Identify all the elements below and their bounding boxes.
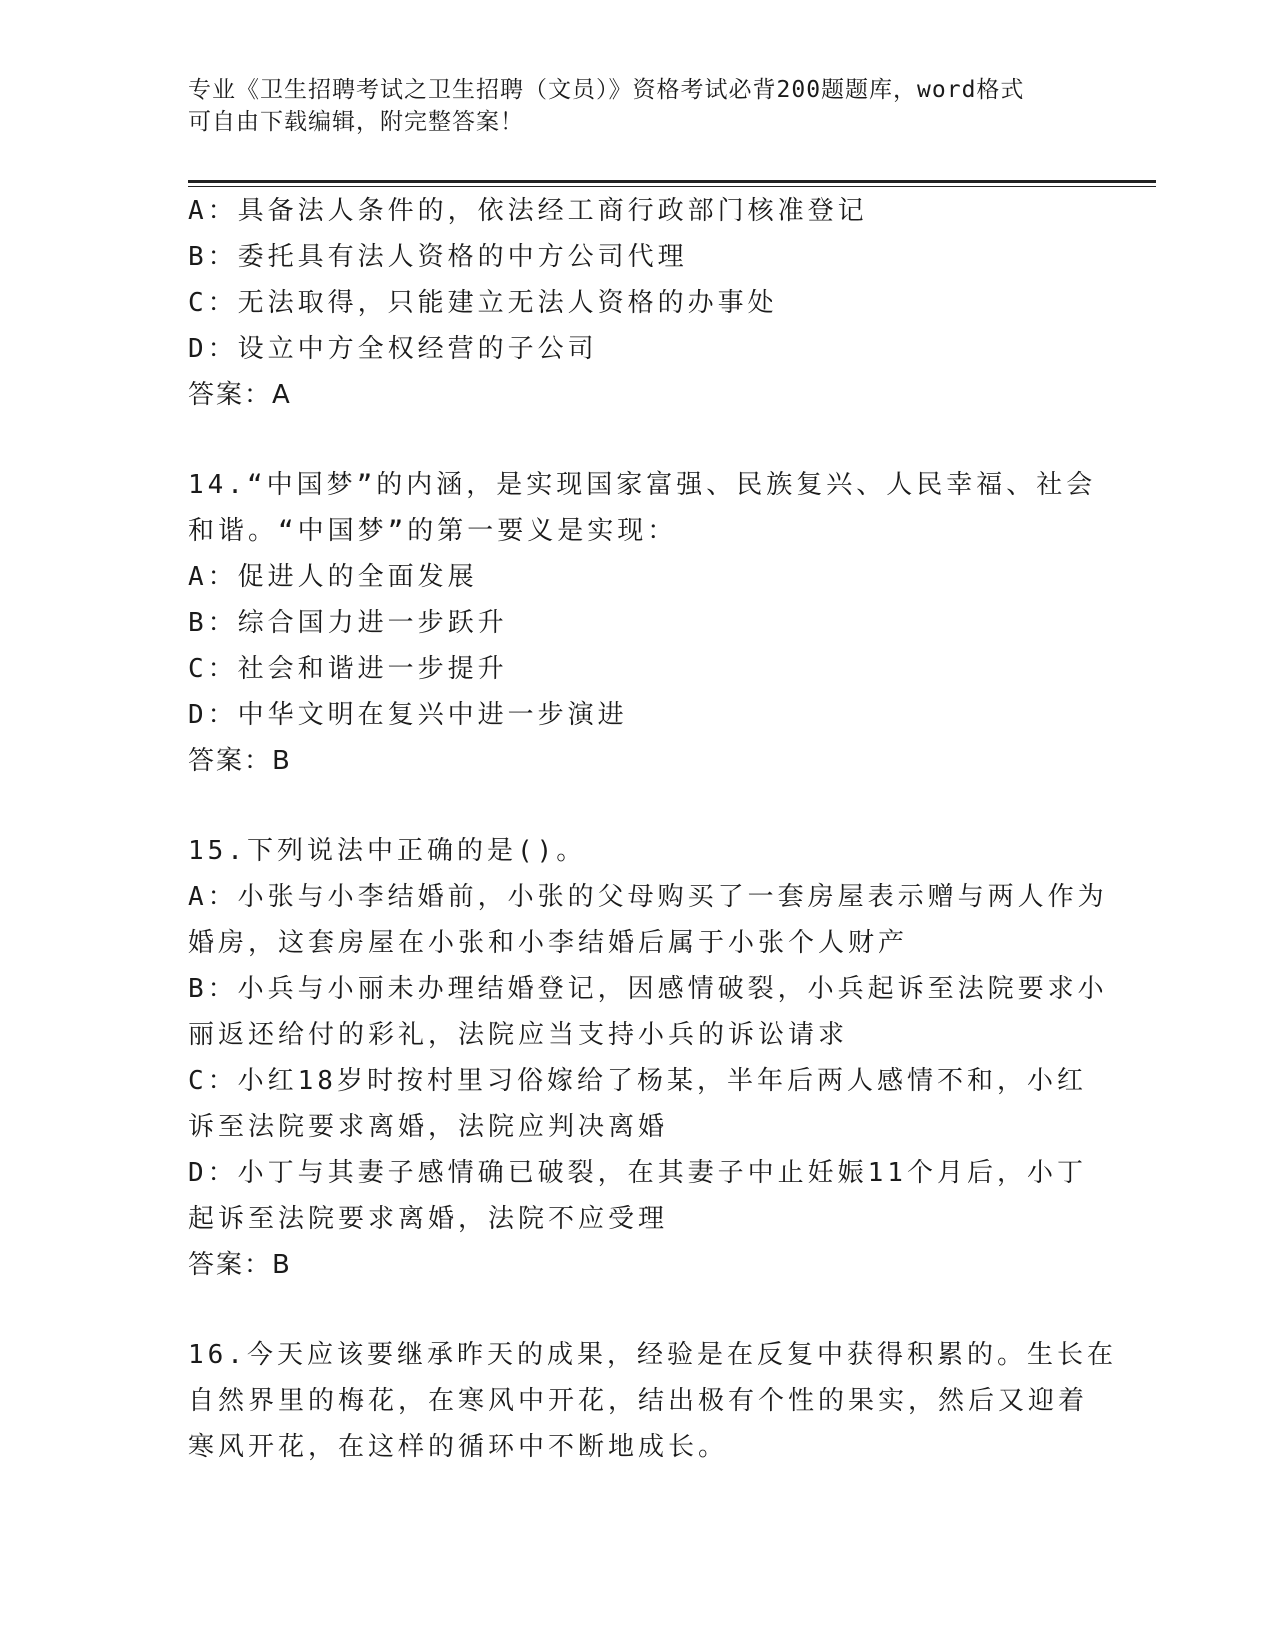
spacer [188,1288,1088,1332]
header-line-1: 专业《卫生招聘考试之卫生招聘（文员）》资格考试必背200题题库，word格式 [188,77,1025,103]
option-b: B：小兵与小丽未办理结婚登记，因感情破裂，小兵起诉至法院要求小 [188,974,1108,1004]
question-stem-line: 16.今天应该要继承昨天的成果，经验是在反复中获得积累的。生长在 [188,1340,1117,1370]
option-d: D：中华文明在复兴中进一步演进 [188,700,628,730]
option-c-continued: 诉至法院要求离婚，法院应判决离婚 [188,1112,669,1142]
document-body [188,188,1117,1470]
question-stem-line: 自然界里的梅花，在寒风中开花，结出极有个性的果实，然后又迎着 [188,1386,1089,1416]
option-a: A：具备法人条件的，依法经工商行政部门核准登记 [188,196,868,226]
option-a-continued: 婚房，这套房屋在小张和小李结婚后属于小张个人财产 [188,928,909,958]
option-c: C：无法取得，只能建立无法人资格的办事处 [188,288,778,318]
option-b-continued: 丽返还给付的彩礼，法院应当支持小兵的诉讼请求 [188,1020,849,1050]
option-d-continued: 起诉至法院要求离婚，法院不应受理 [188,1204,669,1234]
option-d: D：设立中方全权经营的子公司 [188,334,598,364]
question-15 [188,828,1108,1288]
document-header [188,74,1088,138]
spacer [188,784,1088,828]
question-stem-line: 15.下列说法中正确的是()。 [188,836,587,866]
header-divider-thin [188,186,1156,187]
header-line-2: 可自由下载编辑，附完整答案！ [188,109,524,135]
question-14 [188,462,1097,784]
option-c: C：小红18岁时按村里习俗嫁给了杨某，半年后两人感情不和，小红 [188,1066,1087,1096]
answer-label: 答案：B [188,746,292,776]
question-stem-line: 和谐。“中国梦”的第一要义是实现： [188,516,678,546]
option-b: B：综合国力进一步跃升 [188,608,508,638]
answer-label: 答案：B [188,1250,292,1280]
option-b: B：委托具有法人资格的中方公司代理 [188,242,688,272]
spacer [188,418,1088,462]
question-stem-line: 14.“中国梦”的内涵，是实现国家富强、民族复兴、人民幸福、社会 [188,470,1097,500]
option-a: A：促进人的全面发展 [188,562,478,592]
option-a: A：小张与小李结婚前，小张的父母购买了一套房屋表示赠与两人作为 [188,882,1108,912]
question-13 [188,188,1088,418]
option-c: C：社会和谐进一步提升 [188,654,508,684]
question-16 [188,1332,1117,1470]
option-d: D：小丁与其妻子感情确已破裂，在其妻子中止妊娠11个月后，小丁 [188,1158,1087,1188]
header-divider-thick [188,180,1156,183]
question-stem-line: 寒风开花，在这样的循环中不断地成长。 [188,1432,729,1462]
answer-label: 答案：A [188,380,292,410]
